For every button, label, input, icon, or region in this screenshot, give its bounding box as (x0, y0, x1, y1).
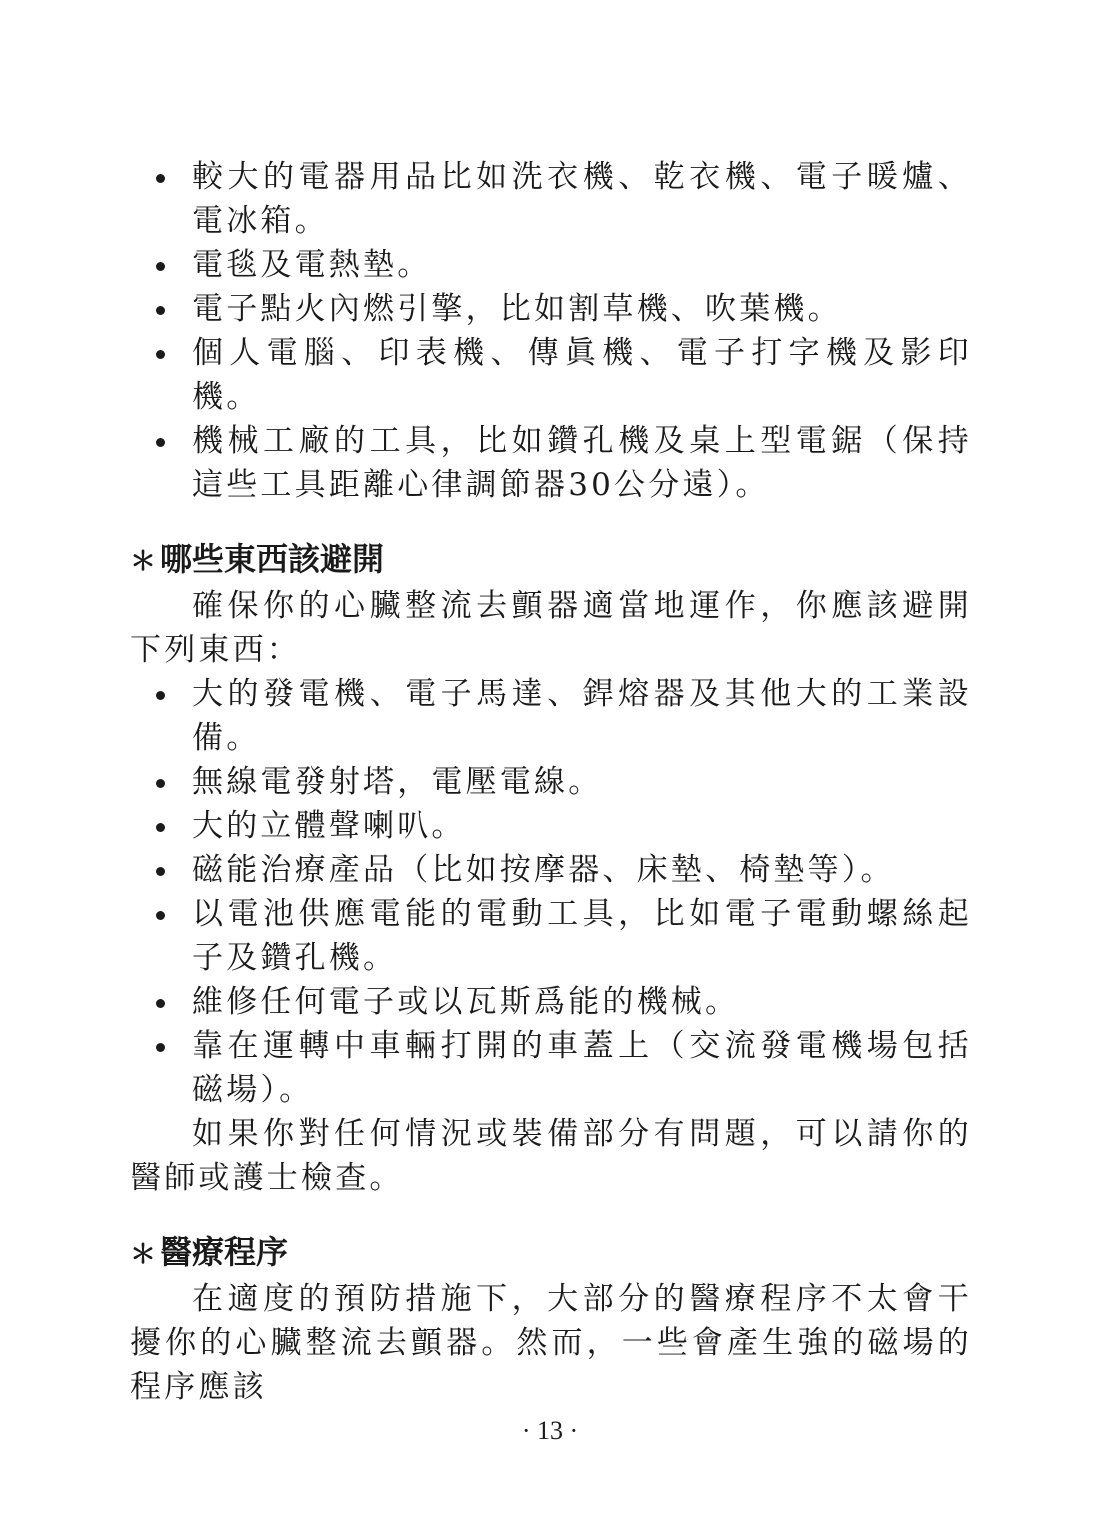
list-item: 靠在運轉中車輛打開的車蓋上（交流發電機場包括磁場）。 (192, 1024, 972, 1112)
list-item: 磁能治療產品（比如按摩器、床墊、椅墊等）。 (192, 848, 972, 892)
bullet-icon (156, 691, 165, 700)
list-item: 大的立體聲喇叭。 (192, 804, 972, 848)
bullet-icon (156, 999, 165, 1008)
bullet-icon (156, 306, 165, 315)
bullet-icon (156, 262, 165, 271)
section-intro: 確保你的心臟整流去顫器適當地運作，你應該避開下列東西： (130, 588, 972, 668)
asterisk-icon: ＊ (130, 1240, 157, 1270)
list-item: 電子點火內燃引擎，比如割草機、吹葉機。 (192, 287, 972, 331)
page-content (130, 155, 972, 1409)
bullet-icon (156, 911, 165, 920)
list-item: 無線電發射塔，電壓電線。 (192, 760, 972, 804)
bullet-icon (156, 174, 165, 183)
bullet-icon (156, 1043, 165, 1052)
list-item: 電毯及電熱墊。 (192, 243, 972, 287)
appliance-list (130, 155, 972, 507)
page-number: · 13 · (521, 1416, 579, 1445)
list-item: 以電池供應電能的電動工具，比如電子電動螺絲起子及鑽孔機。 (192, 892, 972, 980)
list-item: 維修任何電子或以瓦斯爲能的機械。 (192, 980, 972, 1024)
closing-paragraph: 如果你對任何情況或裝備部分有問題，可以請你的醫師或護士檢查。 (130, 1116, 972, 1196)
bullet-icon (156, 779, 165, 788)
list-item: 較大的電器用品比如洗衣機、乾衣機、電子暖爐、電冰箱。 (192, 155, 972, 243)
section-heading-medical: ＊ 醫療程序 (130, 1230, 972, 1277)
asterisk-icon: ＊ (130, 547, 157, 577)
list-item: 機械工廠的工具，比如鑽孔機及桌上型電鋸（保持這些工具距離心律調節器30公分遠）。 (192, 419, 972, 507)
avoid-list (130, 672, 972, 1112)
medical-paragraph: 在適度的預防措施下，大部分的醫療程序不太會干擾你的心臟整流去顫器。然而，一些會產生強的磁場的程序應該 (130, 1281, 972, 1405)
bullet-icon (156, 350, 165, 359)
list-item: 個人電腦、印表機、傳眞機、電子打字機及影印機。 (192, 331, 972, 419)
list-item: 大的發電機、電子馬達、銲熔器及其他大的工業設備。 (192, 672, 972, 760)
bullet-icon (156, 438, 165, 447)
section-heading-avoid: ＊ 哪些東西該避開 (130, 537, 972, 584)
bullet-icon (156, 823, 165, 832)
bullet-icon (156, 867, 165, 876)
